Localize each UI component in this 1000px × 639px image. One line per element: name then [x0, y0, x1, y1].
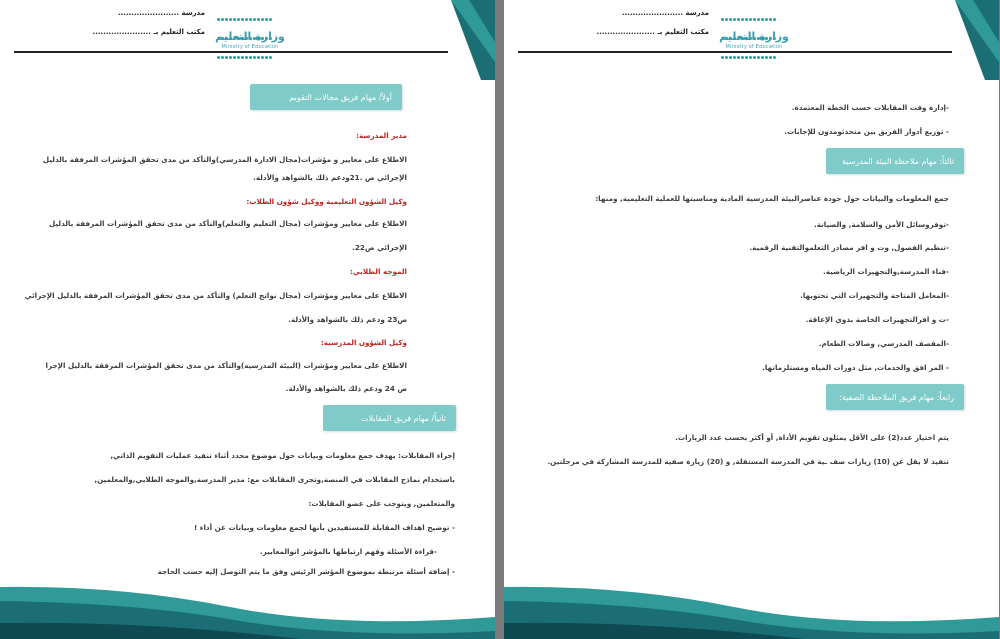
- heading-school-affairs: وكيل الشؤون المدرسية:: [320, 338, 407, 347]
- heading-deputies: وكيل الشؤون التعليمية ووكيل شؤون الطلاب:: [246, 197, 407, 206]
- office-label: مكتب التعليم بـ ......................: [92, 28, 205, 36]
- ministry-logo: [719, 6, 789, 54]
- text-line: باستخدام نماذج المقابلات في المنصة,وتجرى المقابلات مع: مدير المدرسة,والموجه الطلابي,والمعلمين,: [94, 475, 455, 484]
- text-line: - المر افق والخدمات, مثل دورات المياه ومستلزماتها.: [762, 363, 949, 372]
- ministry-logo: [215, 6, 285, 54]
- text-line: الإجرائي ص .21ودعم ذلك بالشواهد والأدلة.: [253, 173, 407, 182]
- text-line: ص 24 ودعم ذلك بالشواهد والأدلة.: [285, 384, 407, 393]
- text-line: يتم اختيار عدد(2) على الأقل يمثلون تقويم الأداة, أو أكثر بحسب عدد الزيارات.: [675, 433, 949, 442]
- text-line: -قراءة الأسئلة وفهم ارتباطها بالمؤشر اتوالمعايير.: [259, 547, 437, 556]
- ministry-name-en: Ministry of Education: [725, 44, 783, 50]
- text-line: -المقصف المدرسي, وصالات الطعام.: [818, 339, 949, 348]
- text-line: -تنظيم الفصول, وت و افر مصادر التعلموالتقنية الرقمية.: [749, 243, 949, 252]
- section-title-class-observation: رابعاً: مهام فريق الملاحظة الصفية:: [826, 384, 964, 410]
- text-line: إجراء المقابلات: يهدف جمع معلومات وبيانات حول موضوع محدد أثناء تنفيذ عمليات التقويم الذاتي,: [110, 451, 455, 460]
- text-line: تنفيذ لا يقل عن (10) زيارات صف ـية في المدرسة المستقلة, و (20) زيارة صفية للمدرسة المشاركة في مرحلتين.: [547, 457, 949, 466]
- text-line: -توفروسائل الأمن والسلامة, والصيانة.: [813, 220, 949, 229]
- text-line: الإجرائي ص22.: [352, 243, 407, 252]
- footer-wave-decoration: [0, 579, 495, 639]
- text-line: - توضيح اهداف المقابلة للمستفيدين بأنها لجمع معلومات وبيانات عن أداء !: [194, 523, 455, 532]
- school-label: مدرسة .......................: [621, 9, 709, 17]
- section-title-school-environment: ثالثاً: مهام ملاحظة البيئة المدرسية: [826, 148, 964, 174]
- text-line: -ت و افرالتجهيزات الخاصة بذوي الإعاقة.: [805, 315, 949, 324]
- ministry-name-ar: وزارة التعليم: [719, 30, 789, 43]
- text-line: الاطلاع على معايير ومؤشرات (مجال التعليم والتعلم)والتأكد من مدى تحقق المؤشرات المرفقة بالدليل: [49, 219, 407, 228]
- text-line: الاطلاع على معايير و مؤشرات(مجال الادارة المدرسي)والتأكد من مدى تحقق المؤشرات المرفقة بالدليل: [42, 155, 407, 164]
- page-header: [504, 4, 999, 54]
- header-divider: [518, 51, 952, 53]
- footer-wave-decoration: [504, 579, 999, 639]
- ministry-name-en: Ministry of Education: [221, 44, 279, 50]
- school-label: مدرسة .......................: [117, 9, 205, 17]
- heading-principal: مدير المدرسة:: [356, 131, 407, 140]
- document-page-right: [504, 0, 999, 639]
- header-divider: [14, 51, 448, 53]
- section-title-evaluation-fields: أولاً/ مهام فريق مجالات التقويم: [250, 84, 402, 110]
- document-page-left: [0, 0, 495, 639]
- text-line: -إدارة وقت المقابلات حسب الخطة المعتمدة.: [791, 103, 949, 112]
- ministry-name-ar: وزارة التعليم: [215, 30, 285, 43]
- text-line: ص23 ودعم ذلك بالشواهد والأدلة.: [288, 315, 407, 324]
- text-line: الاطلاع على معايير ومؤشرات (البيئة المدرسية)والتأكد من مدى تحقق المؤشرات المرفقة بالدليل الإجرا: [45, 361, 407, 370]
- text-line: والمتعلمين, ويتوجب على عضو المقابلات:: [308, 499, 455, 508]
- text-line: -فناء المدرسة,والتجهيزات الرياضية.: [822, 267, 949, 276]
- text-line: - توزيع أدوار الفريق بين متحدثومدون للإجابات.: [784, 127, 949, 136]
- section-title-interviews: ثانياً/ مهام فريق المقابلات: [323, 405, 456, 431]
- text-line: - إضافة أسئلة مرتبطة بموضوع المؤشر الرئيس وفق ما يتم التوصل إليه حسب الحاجة: [157, 567, 455, 576]
- text-line: جمع المعلومات والبيانات حول جودة عناصرالبيئة المدرسية المادية ومناسبتها للعملية التعليمية, ومنها:: [595, 194, 949, 203]
- heading-student-counselor: الموجه الطلابي:: [350, 267, 407, 276]
- page-header: [0, 4, 495, 54]
- text-line: الاطلاع على معايير ومؤشرات (مجال نواتج التعلم) والتأكد من مدى تحقق المؤشرات المرفقة بالدليل الإجرائي: [24, 291, 407, 300]
- office-label: مكتب التعليم بـ ......................: [596, 28, 709, 36]
- text-line: -المعامل المتاحة والتجهيزات التي تحتويها.: [800, 291, 949, 300]
